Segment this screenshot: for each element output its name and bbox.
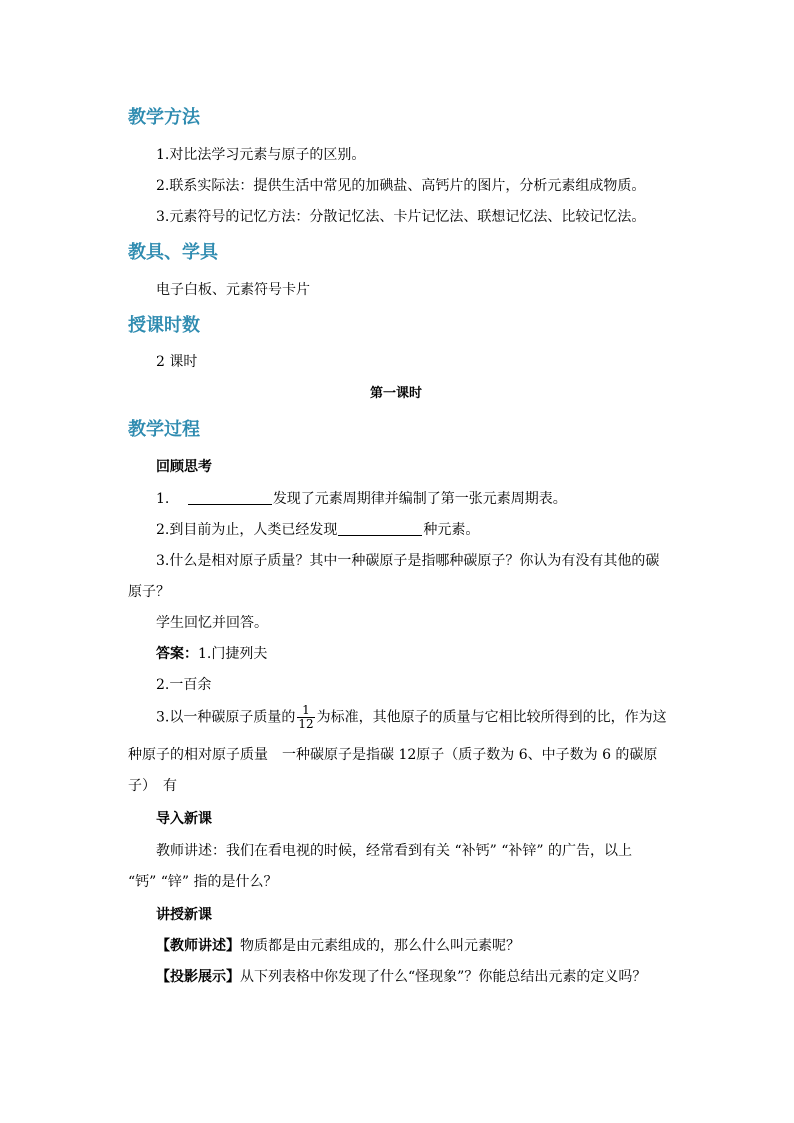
answer-3-line3: 子） 有 [128, 778, 177, 794]
answer-label: 答案： [156, 646, 198, 662]
answer-3-line1 [156, 704, 667, 731]
teacher-statement [156, 937, 520, 955]
method-item-1: 1.对比法学习元素与原子的区别。 [156, 147, 366, 163]
question-2-text-end: 种元素。 [423, 522, 480, 538]
question-1-number: 1. [156, 491, 170, 507]
fraction-denominator: 12 [298, 717, 314, 731]
section-heading-hours: 授课时数 [128, 315, 200, 336]
review-title: 回顾思考 [156, 459, 212, 475]
tools-text: 电子白板、元素符号卡片 [156, 282, 310, 298]
fraction-one-twelfth [297, 704, 314, 731]
answer-line-1 [156, 645, 267, 663]
intro-line-2: “钙” “锌” 指的是什么？ [128, 874, 278, 890]
student-action: 学生回忆并回答。 [156, 615, 268, 631]
method-item-2: 2.联系实际法：提供生活中常见的加碘盐、高钙片的图片，分析元素组成物质。 [156, 178, 646, 194]
intro-line-1: 教师讲述：我们在看电视的时候，经常看到有关 “补钙” “补锌” 的广告，以上 [156, 843, 632, 859]
answer-1: 1.门捷列夫 [198, 646, 268, 662]
section-heading-tools: 教具、学具 [128, 242, 218, 263]
answer-2: 2.一百余 [156, 677, 212, 693]
answer-blank-1 [188, 490, 272, 505]
teacher-text: 物质都是由元素组成的，那么什么叫元素呢？ [240, 938, 520, 954]
section-heading-process: 教学过程 [128, 419, 200, 440]
answer-3-text-end: 为标准，其他原子的质量与它相比较所得到的比，作为这 [316, 709, 667, 726]
teacher-label: 【教师讲述】 [156, 938, 240, 954]
question-3-line2: 原子？ [128, 584, 170, 600]
section-heading-methods: 教学方法 [128, 107, 200, 128]
question-1 [156, 490, 567, 508]
lesson-title: 第一课时 [370, 386, 423, 401]
answer-3-text-start: 3.以一种碳原子质量的 [156, 709, 296, 726]
teach-title: 讲授新课 [156, 907, 212, 923]
fraction-numerator: 1 [297, 704, 314, 718]
projection-label: 【投影展示】 [156, 969, 240, 985]
question-2-text-start: 2.到目前为止，人类已经发现 [156, 522, 338, 538]
answer-blank-2 [338, 521, 422, 536]
hours-text: 2 课时 [156, 354, 198, 370]
answer-3-line2: 种原子的相对原子质量 一种碳原子是指碳 12原子（质子数为 6、中子数为 6 的碳原 [128, 747, 658, 763]
projection-text: 从下列表格中你发现了什么“怪现象”？你能总结出元素的定义吗？ [240, 969, 647, 985]
intro-title: 导入新课 [156, 811, 212, 827]
question-3-line1: 3.什么是相对原子质量？其中一种碳原子是指哪种碳原子？你认为有没有其他的碳 [156, 553, 660, 569]
method-item-3: 3.元素符号的记忆方法：分散记忆法、卡片记忆法、联想记忆法、比较记忆法。 [156, 209, 646, 225]
question-1-text: 发现了元素周期律并编制了第一张元素周期表。 [272, 491, 567, 507]
question-2 [156, 521, 479, 539]
projection-statement [156, 968, 646, 986]
